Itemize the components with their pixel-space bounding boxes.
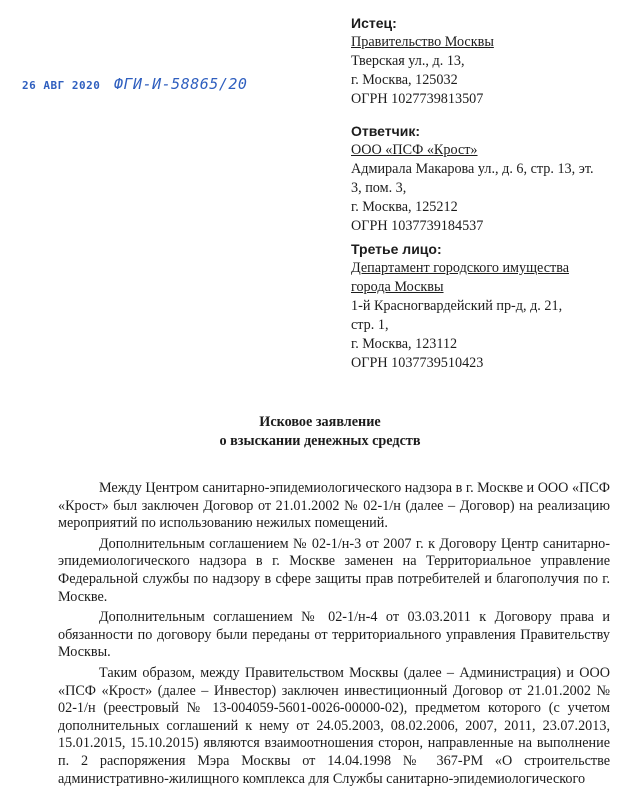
defendant-address-line: 3, пом. 3, bbox=[351, 180, 407, 196]
third-party-block bbox=[351, 240, 631, 373]
stamp-date: 26 АВГ 2020 bbox=[22, 79, 101, 92]
body-paragraph: Таким образом, между Правительством Москвы (далее – Администрация) и ООО «ПСФ «Крост» (далее – Инвестор) заключен инвестиционный Договор от 21.01.2002 № 02-1/н (реестровый № 13-004059-5601-0026-00000-02), предметом которого (с учетом дополнительных соглашений к нему от 24.05.2003, 08.02.2006, 2007, 2011, 23.07.2013, 15.01.2015, 15.10.2015) являются взаимоотношения сторон, направленные на выполнение п. 2 распоряжения Мэра Москвы от 14.04.1998 № 367-РМ «О строительстве административно-жилищного комплекса для Службы санитарно-эпидемиологического bbox=[58, 664, 610, 787]
defendant-block bbox=[351, 122, 631, 236]
defendant-heading: Ответчик: bbox=[351, 123, 421, 139]
third-party-address-line: 1-й Красногвардейский пр-д, д. 21, bbox=[351, 298, 563, 314]
plaintiff-block bbox=[351, 14, 631, 109]
claim-body bbox=[58, 480, 610, 791]
third-party-address-line: г. Москва, 123112 bbox=[351, 336, 458, 352]
body-paragraph: Дополнительным соглашением № 02-1/н-4 от 03.03.2011 к Договору права и обязанности по договору были переданы от территориального управления Правительству Москвы. bbox=[58, 609, 610, 661]
third-party-address-line: стр. 1, bbox=[351, 317, 389, 333]
stamp-number: ФГИ-И-58865/20 bbox=[114, 75, 248, 93]
defendant-ogrn: ОГРН 1037739184537 bbox=[351, 218, 484, 234]
plaintiff-name: Правительство Москвы bbox=[351, 34, 494, 50]
plaintiff-address-line: г. Москва, 125032 bbox=[351, 72, 458, 88]
plaintiff-heading: Истец: bbox=[351, 15, 397, 31]
registration-stamp bbox=[22, 74, 247, 93]
body-paragraph: Дополнительным соглашением № 02-1/н-3 от 2007 г. к Договору Центр санитарно-эпидемиологического надзора в г. Москве заменен на Территориальное управление Федеральной службы по надзору в сфере защиты прав потребителей и благополучия по г. Москве. bbox=[58, 535, 610, 605]
third-party-name-line: города Москвы bbox=[351, 279, 444, 295]
body-paragraph: Между Центром санитарно-эпидемиологического надзора в г. Москве и ООО «ПСФ «Крост» был заключен Договор от 21.01.2002 № 02-1/н (далее – Договор) на реализацию мероприятий по использованию нежилых помещений. bbox=[58, 480, 610, 532]
document-title-line: Исковое заявление bbox=[259, 414, 381, 430]
document-subtitle-line: о взыскании денежных средств bbox=[219, 433, 421, 449]
defendant-name: ООО «ПСФ «Крост» bbox=[351, 142, 478, 158]
document-title bbox=[0, 413, 640, 451]
plaintiff-ogrn: ОГРН 1027739813507 bbox=[351, 91, 484, 107]
defendant-address-line: Адмирала Макарова ул., д. 6, стр. 13, эт. bbox=[351, 161, 594, 177]
third-party-ogrn: ОГРН 1037739510423 bbox=[351, 355, 484, 371]
third-party-name-line: Департамент городского имущества bbox=[351, 260, 569, 276]
defendant-address-line: г. Москва, 125212 bbox=[351, 199, 458, 215]
plaintiff-address-line: Тверская ул., д. 13, bbox=[351, 53, 465, 69]
third-party-heading: Третье лицо: bbox=[351, 241, 442, 257]
